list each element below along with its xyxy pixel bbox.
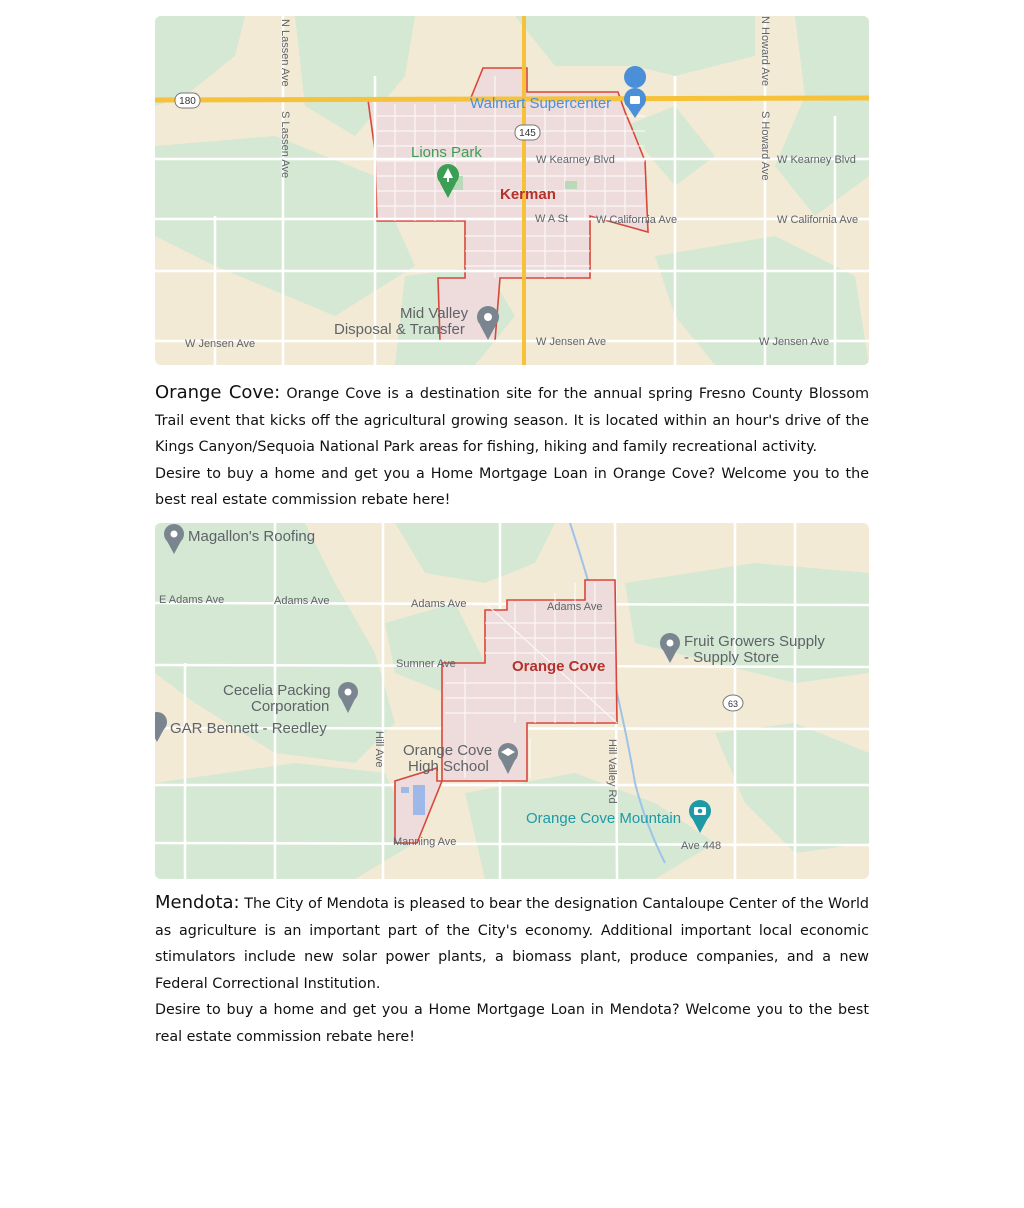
poi-label[interactable]: Cecelia Packing	[223, 682, 331, 699]
street-label: S Lassen Ave	[279, 111, 291, 179]
orange-cove-cta: Desire to buy a home and get you a Home Mortgage Loan in Orange Cove? Welcome you to the best real estate commission rebate here!	[155, 465, 869, 508]
kerman-map[interactable]	[155, 16, 869, 365]
orange-cove-section	[155, 380, 869, 514]
poi-label[interactable]: Mid Valley	[400, 305, 469, 322]
orange-cove-description: Orange Cove is a destination site for the annual spring Fresno County Blossom Trail event that kicks off the agricultural growing season. It is located within an hour's drive of the Kings Canyon/Sequoia National Park areas for fishing, hiking and family recreational activity.	[155, 386, 869, 455]
orange-cove-map[interactable]	[155, 523, 869, 879]
street-label: E Adams Ave	[159, 594, 225, 606]
orange-cove-paragraph	[155, 380, 869, 461]
street-label: N Howard Ave	[759, 16, 771, 87]
poi-label[interactable]: Lions Park	[411, 144, 482, 161]
poi-label[interactable]: Corporation	[251, 698, 330, 715]
svg-text:180: 180	[179, 96, 196, 107]
mendota-heading: Mendota:	[155, 892, 240, 913]
street-label: W Kearney Blvd	[777, 154, 856, 166]
street-label: Hill Ave	[373, 731, 385, 768]
poi-label[interactable]: Magallon's Roofing	[188, 528, 316, 545]
poi-label[interactable]: High School	[408, 758, 489, 775]
street-label: Manning Ave	[393, 836, 457, 848]
water-body	[413, 785, 425, 815]
hwy-145-shield	[515, 125, 540, 140]
street-label: W Kearney Blvd	[536, 154, 615, 166]
mendota-description: The City of Mendota is pleased to bear the designation Cantaloupe Center of the World as agriculture is an important part of the City's economy. Additional important local economic stimulators include new solar power plants, a biomass plant, produce companies, and a new Federal Correctional Institution.	[155, 896, 869, 992]
street-label: S Howard Ave	[759, 111, 771, 181]
poi-label[interactable]: Orange Cove Mountain	[526, 810, 682, 827]
street-label: Ave 448	[681, 840, 722, 852]
street-label: W California Ave	[596, 214, 678, 226]
green-area	[155, 763, 415, 879]
street-label: W California Ave	[777, 214, 859, 226]
poi-label[interactable]: Disposal & Transfer	[334, 321, 465, 338]
mendota-section	[155, 890, 869, 1050]
street-label: W A St	[535, 213, 569, 225]
street-label: Adams Ave	[411, 598, 467, 610]
street-label: W Jensen Ave	[759, 336, 830, 348]
hwy-63-shield	[723, 695, 743, 711]
street-label: Adams Ave	[547, 601, 603, 613]
mendota-paragraph	[155, 890, 869, 997]
svg-text:145: 145	[519, 128, 536, 139]
street-label: Adams Ave	[274, 595, 330, 607]
water-body	[401, 787, 409, 793]
poi-label[interactable]: - Supply Store	[684, 649, 780, 666]
city-label: Kerman	[500, 186, 556, 203]
orange-cove-heading: Orange Cove:	[155, 382, 281, 403]
street-label: W Jensen Ave	[536, 336, 607, 348]
mendota-cta: Desire to buy a home and get you a Home Mortgage Loan in Mendota? Welcome you to the best real estate commission rebate here!	[155, 1002, 869, 1045]
street-label: N Lassen Ave	[279, 19, 291, 87]
svg-text:63: 63	[727, 699, 739, 709]
street-label: Sumner Ave	[396, 658, 456, 670]
poi-label[interactable]: Fruit Growers Supply	[684, 633, 825, 650]
poi-label[interactable]: Orange Cove	[403, 742, 493, 759]
hwy-180-shield	[175, 93, 200, 108]
poi-label[interactable]: GAR Bennett - Reedley	[170, 720, 327, 737]
poi-label[interactable]: Walmart Supercenter	[470, 95, 612, 112]
street-label: Hill Valley Rd	[606, 739, 618, 804]
city-label: Orange Cove	[512, 658, 606, 675]
street-label: W Jensen Ave	[185, 338, 256, 350]
